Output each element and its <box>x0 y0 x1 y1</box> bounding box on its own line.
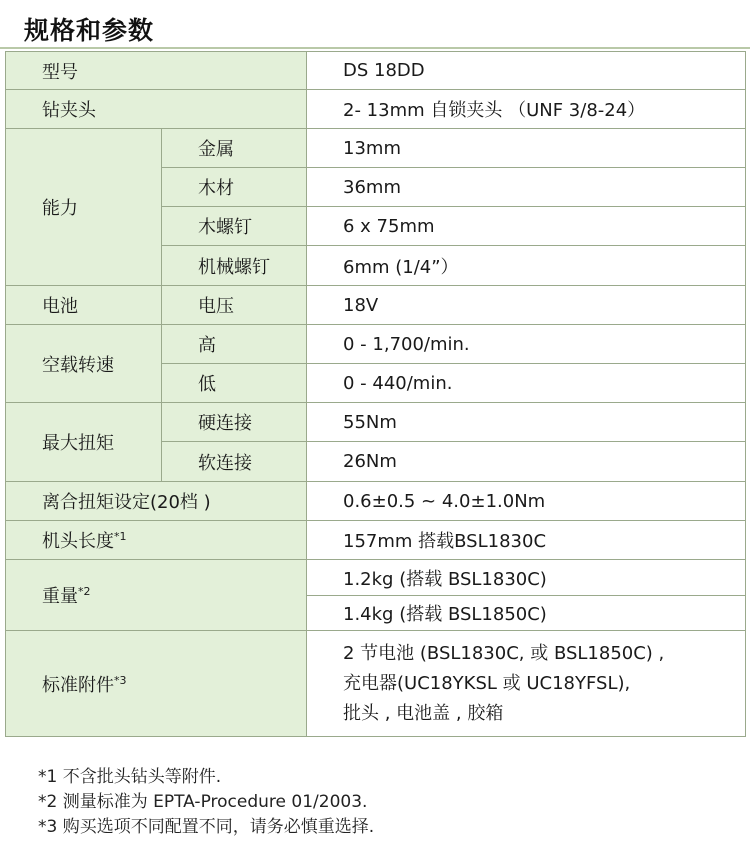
value-chuck: 2- 13mm 自锁夹头 （UNF 3/8-24） <box>307 90 746 129</box>
value-weight-1: 1.2kg (搭载 BSL1830C) <box>307 560 746 596</box>
label-weight <box>6 560 307 631</box>
value-torque-soft: 26Nm <box>307 442 746 482</box>
table-row-accessories <box>6 631 746 737</box>
label-no-load-speed: 空载转速 <box>6 325 162 403</box>
label-clutch: 离合扭矩设定(20档 ) <box>6 482 307 521</box>
value-voltage: 18V <box>307 286 746 325</box>
value-head-length: 157mm 搭载BSL1830C <box>307 521 746 560</box>
label-voltage: 电压 <box>162 286 307 325</box>
weight-footnote-mark: *2 <box>78 585 91 598</box>
label-wood-screw: 木螺钉 <box>162 207 307 246</box>
label-accessories <box>6 631 307 737</box>
label-metal: 金属 <box>162 129 307 168</box>
footnotes <box>38 765 374 840</box>
title-divider <box>0 47 750 49</box>
label-speed-high: 高 <box>162 325 307 364</box>
label-torque-soft: 软连接 <box>162 442 307 482</box>
table-row-weight-1 <box>6 560 746 596</box>
table-row-torque-hard <box>6 403 746 442</box>
accessories-line-3: 批头 , 电池盖 , 胶箱 <box>343 702 504 724</box>
value-metal: 13mm <box>307 129 746 168</box>
table-row-clutch <box>6 482 746 521</box>
value-wood-screw: 6 x 75mm <box>307 207 746 246</box>
value-accessories <box>307 631 746 737</box>
page-title: 规格和参数 <box>24 16 155 45</box>
label-model: 型号 <box>6 52 307 90</box>
value-speed-low: 0 - 440/min. <box>307 364 746 403</box>
table-row-chuck <box>6 90 746 129</box>
value-speed-high: 0 - 1,700/min. <box>307 325 746 364</box>
accessories-line-1: 2 节电池 (BSL1830C, 或 BSL1850C) , <box>343 642 665 664</box>
accessories-label-text: 标准附件 <box>42 674 114 696</box>
label-machine-screw: 机械螺钉 <box>162 246 307 286</box>
accessories-footnote-mark: *3 <box>114 673 127 687</box>
head-length-footnote-mark: *1 <box>114 530 127 543</box>
weight-label-text: 重量 <box>42 586 78 607</box>
value-torque-hard: 55Nm <box>307 403 746 442</box>
spec-table <box>5 51 746 737</box>
head-length-label-text: 机头长度 <box>42 531 114 552</box>
value-machine-screw: 6mm (1/4”） <box>307 246 746 286</box>
table-row-battery <box>6 286 746 325</box>
table-row-head-length <box>6 521 746 560</box>
label-speed-low: 低 <box>162 364 307 403</box>
label-chuck: 钻夹头 <box>6 90 307 129</box>
label-torque-hard: 硬连接 <box>162 403 307 442</box>
footnote-3: *3 购买选项不同配置不同，请务必慎重选择. <box>38 817 375 837</box>
value-wood: 36mm <box>307 168 746 207</box>
footnote-2: *2 测量标准为 EPTA-Procedure 01/2003. <box>38 792 368 812</box>
accessories-line-2: 充电器(UC18YKSL 或 UC18YFSL), <box>343 672 631 694</box>
footnote-1: *1 不含批头钻头等附件. <box>38 767 222 787</box>
value-model: DS 18DD <box>307 52 746 90</box>
table-row-capacity-metal <box>6 129 746 168</box>
value-weight-2: 1.4kg (搭载 BSL1850C) <box>307 596 746 631</box>
label-head-length <box>6 521 307 560</box>
label-capacity: 能力 <box>6 129 162 286</box>
label-wood: 木材 <box>162 168 307 207</box>
table-row-speed-high <box>6 325 746 364</box>
value-clutch: 0.6±0.5 ~ 4.0±1.0Nm <box>307 482 746 521</box>
label-max-torque: 最大扭矩 <box>6 403 162 482</box>
label-battery: 电池 <box>6 286 162 325</box>
table-row-model <box>6 52 746 90</box>
